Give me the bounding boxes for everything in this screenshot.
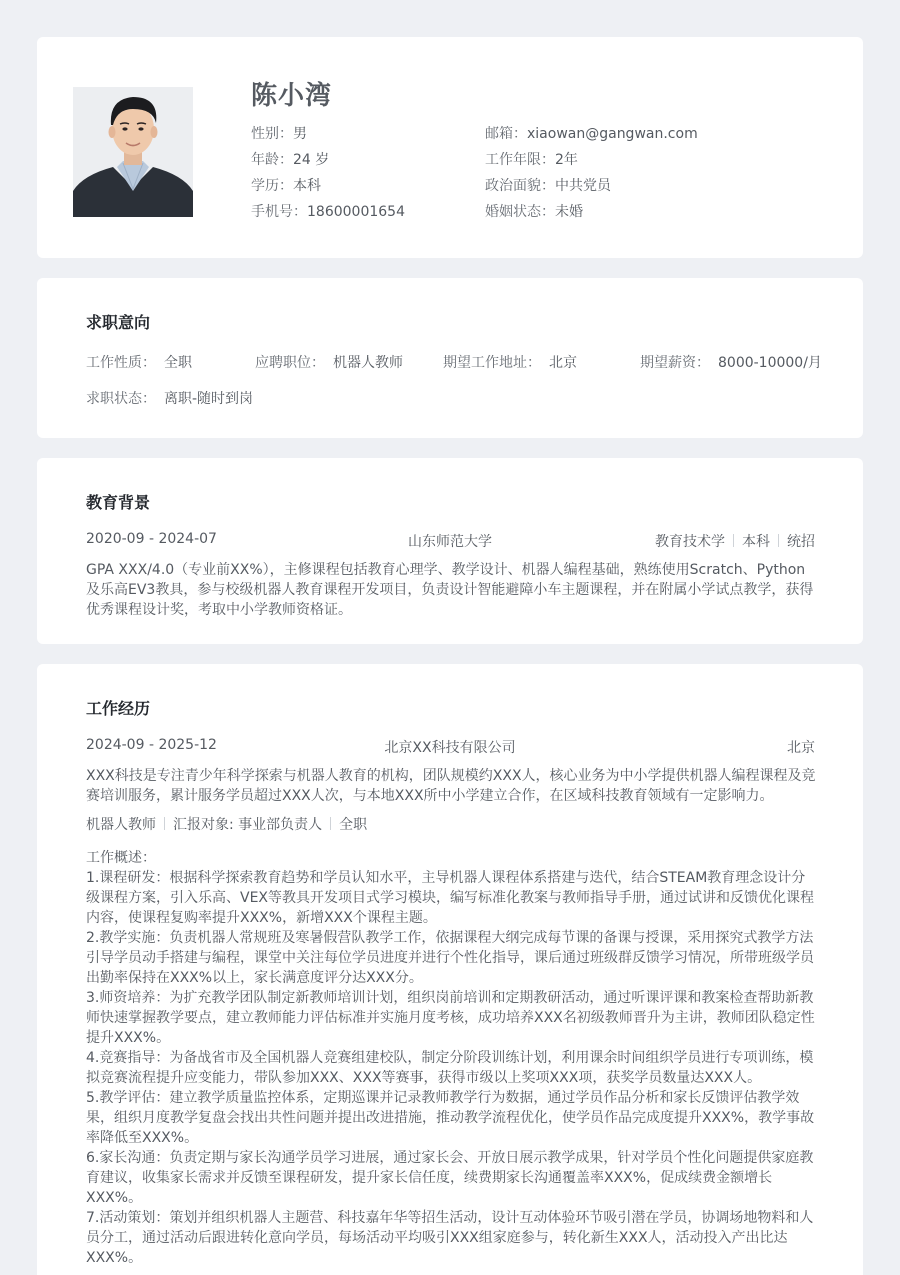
work-years-value: 2年 — [555, 152, 578, 168]
location-value: 北京 — [549, 355, 577, 371]
degree: 本科 — [742, 534, 770, 550]
marital-status-field — [485, 201, 583, 221]
political-status-label: 政治面貌： — [485, 178, 555, 194]
education-level-value: 本科 — [293, 178, 321, 194]
school-name: 山东师范大学 — [408, 534, 492, 550]
gender-label: 性别： — [251, 126, 293, 142]
divider — [733, 534, 734, 547]
duty-item: 3.师资培养：为扩充教学团队制定新教师培训计划，组织岗前培训和定期教研活动，通过听课评课和教案检查帮助新教师快速掌握教学要点，建立教师能力评估标准并实施月度考核，成功培养XXX名初级教师晋升为主讲，教师团队稳定性提升XXX%。 — [86, 990, 815, 1046]
enrollment-type: 统招 — [787, 534, 815, 550]
report-to-tag: 汇报对象: 事业部负责人 — [173, 817, 323, 833]
major: 教育技术学 — [655, 534, 725, 550]
age-value: 24 岁 — [293, 152, 330, 168]
divider — [778, 534, 779, 547]
work-years-label: 工作年限： — [485, 152, 555, 168]
email-field — [485, 123, 698, 143]
section-title-work: 工作经历 — [86, 699, 151, 718]
marital-status-value: 未婚 — [555, 204, 583, 220]
position-value: 机器人教师 — [333, 355, 403, 371]
duty-item: 6.家长沟通：负责定期与家长沟通学员学习进展，通过家长会、开放日展示教学成果，针对学员个性化问题提供家庭教育建议，收集家长需求并反馈至课程研发，提升家长信任度，续费期家长沟通覆盖率XXX%，促成续费金额增长XXX%。 — [86, 1150, 814, 1206]
gender-value: 男 — [293, 126, 307, 142]
location-label: 期望工作地址： — [443, 355, 541, 371]
education-level-field — [251, 175, 321, 195]
company-intro: XXX科技是专注青少年科学探索与机器人教育的机构，团队规模约XXX人，核心业务为中小学提供机器人编程课程及竞赛培训服务，累计服务学员超过XXX人次，与本地XXX所中小学建立合作，在区域科技教育领域有一定影响力。 — [86, 768, 816, 804]
education-details — [655, 531, 815, 551]
phone-label: 手机号： — [251, 204, 307, 220]
overview-label: 工作概述： — [86, 850, 156, 866]
position-label: 应聘职位： — [255, 355, 325, 371]
work-years-field — [485, 149, 578, 169]
position-field — [255, 352, 403, 372]
job-type-value: 全职 — [164, 355, 192, 371]
email-label: 邮箱： — [485, 126, 527, 142]
salary-label: 期望薪资： — [640, 355, 710, 371]
work-period: 2024-09 - 2025-12 — [86, 737, 217, 753]
divider — [164, 817, 165, 830]
email-value[interactable]: xiaowan@gangwan.com — [527, 126, 698, 142]
duty-item: 1.课程研发：根据科学探索教育趋势和学员认知水平，主导机器人课程体系搭建与迭代，结合STEAM教育理念设计分级课程方案，引入乐高、VEX等教具开发项目式学习模块，编写标准化教案与教师指导手册，通过试讲和反馈优化课程内容，使课程复购率提升XXX%，新增XXX个课程主题。 — [86, 870, 815, 926]
marital-status-label: 婚姻状态： — [485, 204, 555, 220]
avatar-image — [73, 87, 193, 217]
duty-item: 5.教学评估：建立教学质量监控体系，定期巡课并记录教师教学行为数据，通过学员作品分析和家长反馈评估教学效果，组织月度教学复盘会找出共性问题并提出改进措施，推动教学流程优化，使学员作品完成度提升XXX%，教学事故率降低至XXX%。 — [86, 1090, 815, 1146]
employment-type-tag: 全职 — [339, 817, 368, 833]
company-name: 北京XX科技有限公司 — [384, 740, 516, 756]
duty-item: 4.竞赛指导：为备战省市及全国机器人竞赛组建校队，制定分阶段训练计划，利用课余时间组织学员进行专项训练，模拟竞赛流程提升应变能力，带队参加XXX、XXX等赛事，获得市级以上奖项XXX项，获奖学员数量达XXX人。 — [86, 1050, 814, 1086]
age-label: 年龄： — [251, 152, 293, 168]
job-status-value: 离职-随时到岗 — [164, 391, 254, 407]
job-status-field — [86, 388, 253, 408]
divider — [330, 817, 331, 830]
job-title-tag: 机器人教师 — [86, 817, 156, 833]
work-overview — [86, 848, 816, 1268]
job-intent-card — [37, 278, 863, 438]
salary-value: 8000-10000/月 — [718, 355, 822, 371]
phone-value: 18600001654 — [307, 204, 405, 220]
education-period: 2020-09 - 2024-07 — [86, 531, 217, 547]
candidate-name: 陈小湾 — [251, 81, 333, 111]
education-description: GPA XXX/4.0（专业前XX%），主修课程包括教育心理学、教学设计、机器人编程基础，熟练使用Scratch、Python及乐高EV3教具，参与校级机器人教育课程开发项目，负责设计智能避障小车主题课程，并在附属小学试点教学，获得优秀课程设计奖，考取中小学教师资格证。 — [86, 562, 814, 618]
gender-field — [251, 123, 307, 143]
phone-field — [251, 201, 405, 221]
political-status-value: 中共党员 — [555, 178, 611, 194]
job-type-label: 工作性质： — [86, 355, 156, 371]
education-level-label: 学历： — [251, 178, 293, 194]
section-title-job-intent: 求职意向 — [86, 313, 151, 332]
work-experience-card — [37, 664, 863, 1275]
job-status-label: 求职状态： — [86, 391, 156, 407]
avatar-photo — [73, 87, 193, 217]
age-field — [251, 149, 329, 169]
education-card — [37, 458, 863, 644]
job-tags — [86, 814, 367, 834]
section-title-education: 教育背景 — [86, 493, 151, 512]
duty-item: 7.活动策划：策划并组织机器人主题营、科技嘉年华等招生活动，设计互动体验环节吸引潜在学员，协调场地物料和人员分工，通过活动后跟进转化意向学员，每场活动平均吸引XXX组家庭参与，转化新生XXX人，活动投入产出比达XXX%。 — [86, 1210, 814, 1266]
salary-field — [640, 352, 822, 372]
job-type-field — [86, 352, 192, 372]
location-field — [443, 352, 577, 372]
duty-item: 2.教学实施：负责机器人常规班及寒暑假营队教学工作，依据课程大纲完成每节课的备课与授课，采用探究式教学方法引导学员动手搭建与编程，课堂中关注每位学员进度并进行个性化指导，课后通过班级群反馈学习情况，所带班级学员出勤率保持在XXX%以上，家长满意度评分达XXX分。 — [86, 930, 814, 986]
political-status-field — [485, 175, 611, 195]
work-city: 北京 — [787, 740, 815, 756]
profile-card — [37, 37, 863, 258]
